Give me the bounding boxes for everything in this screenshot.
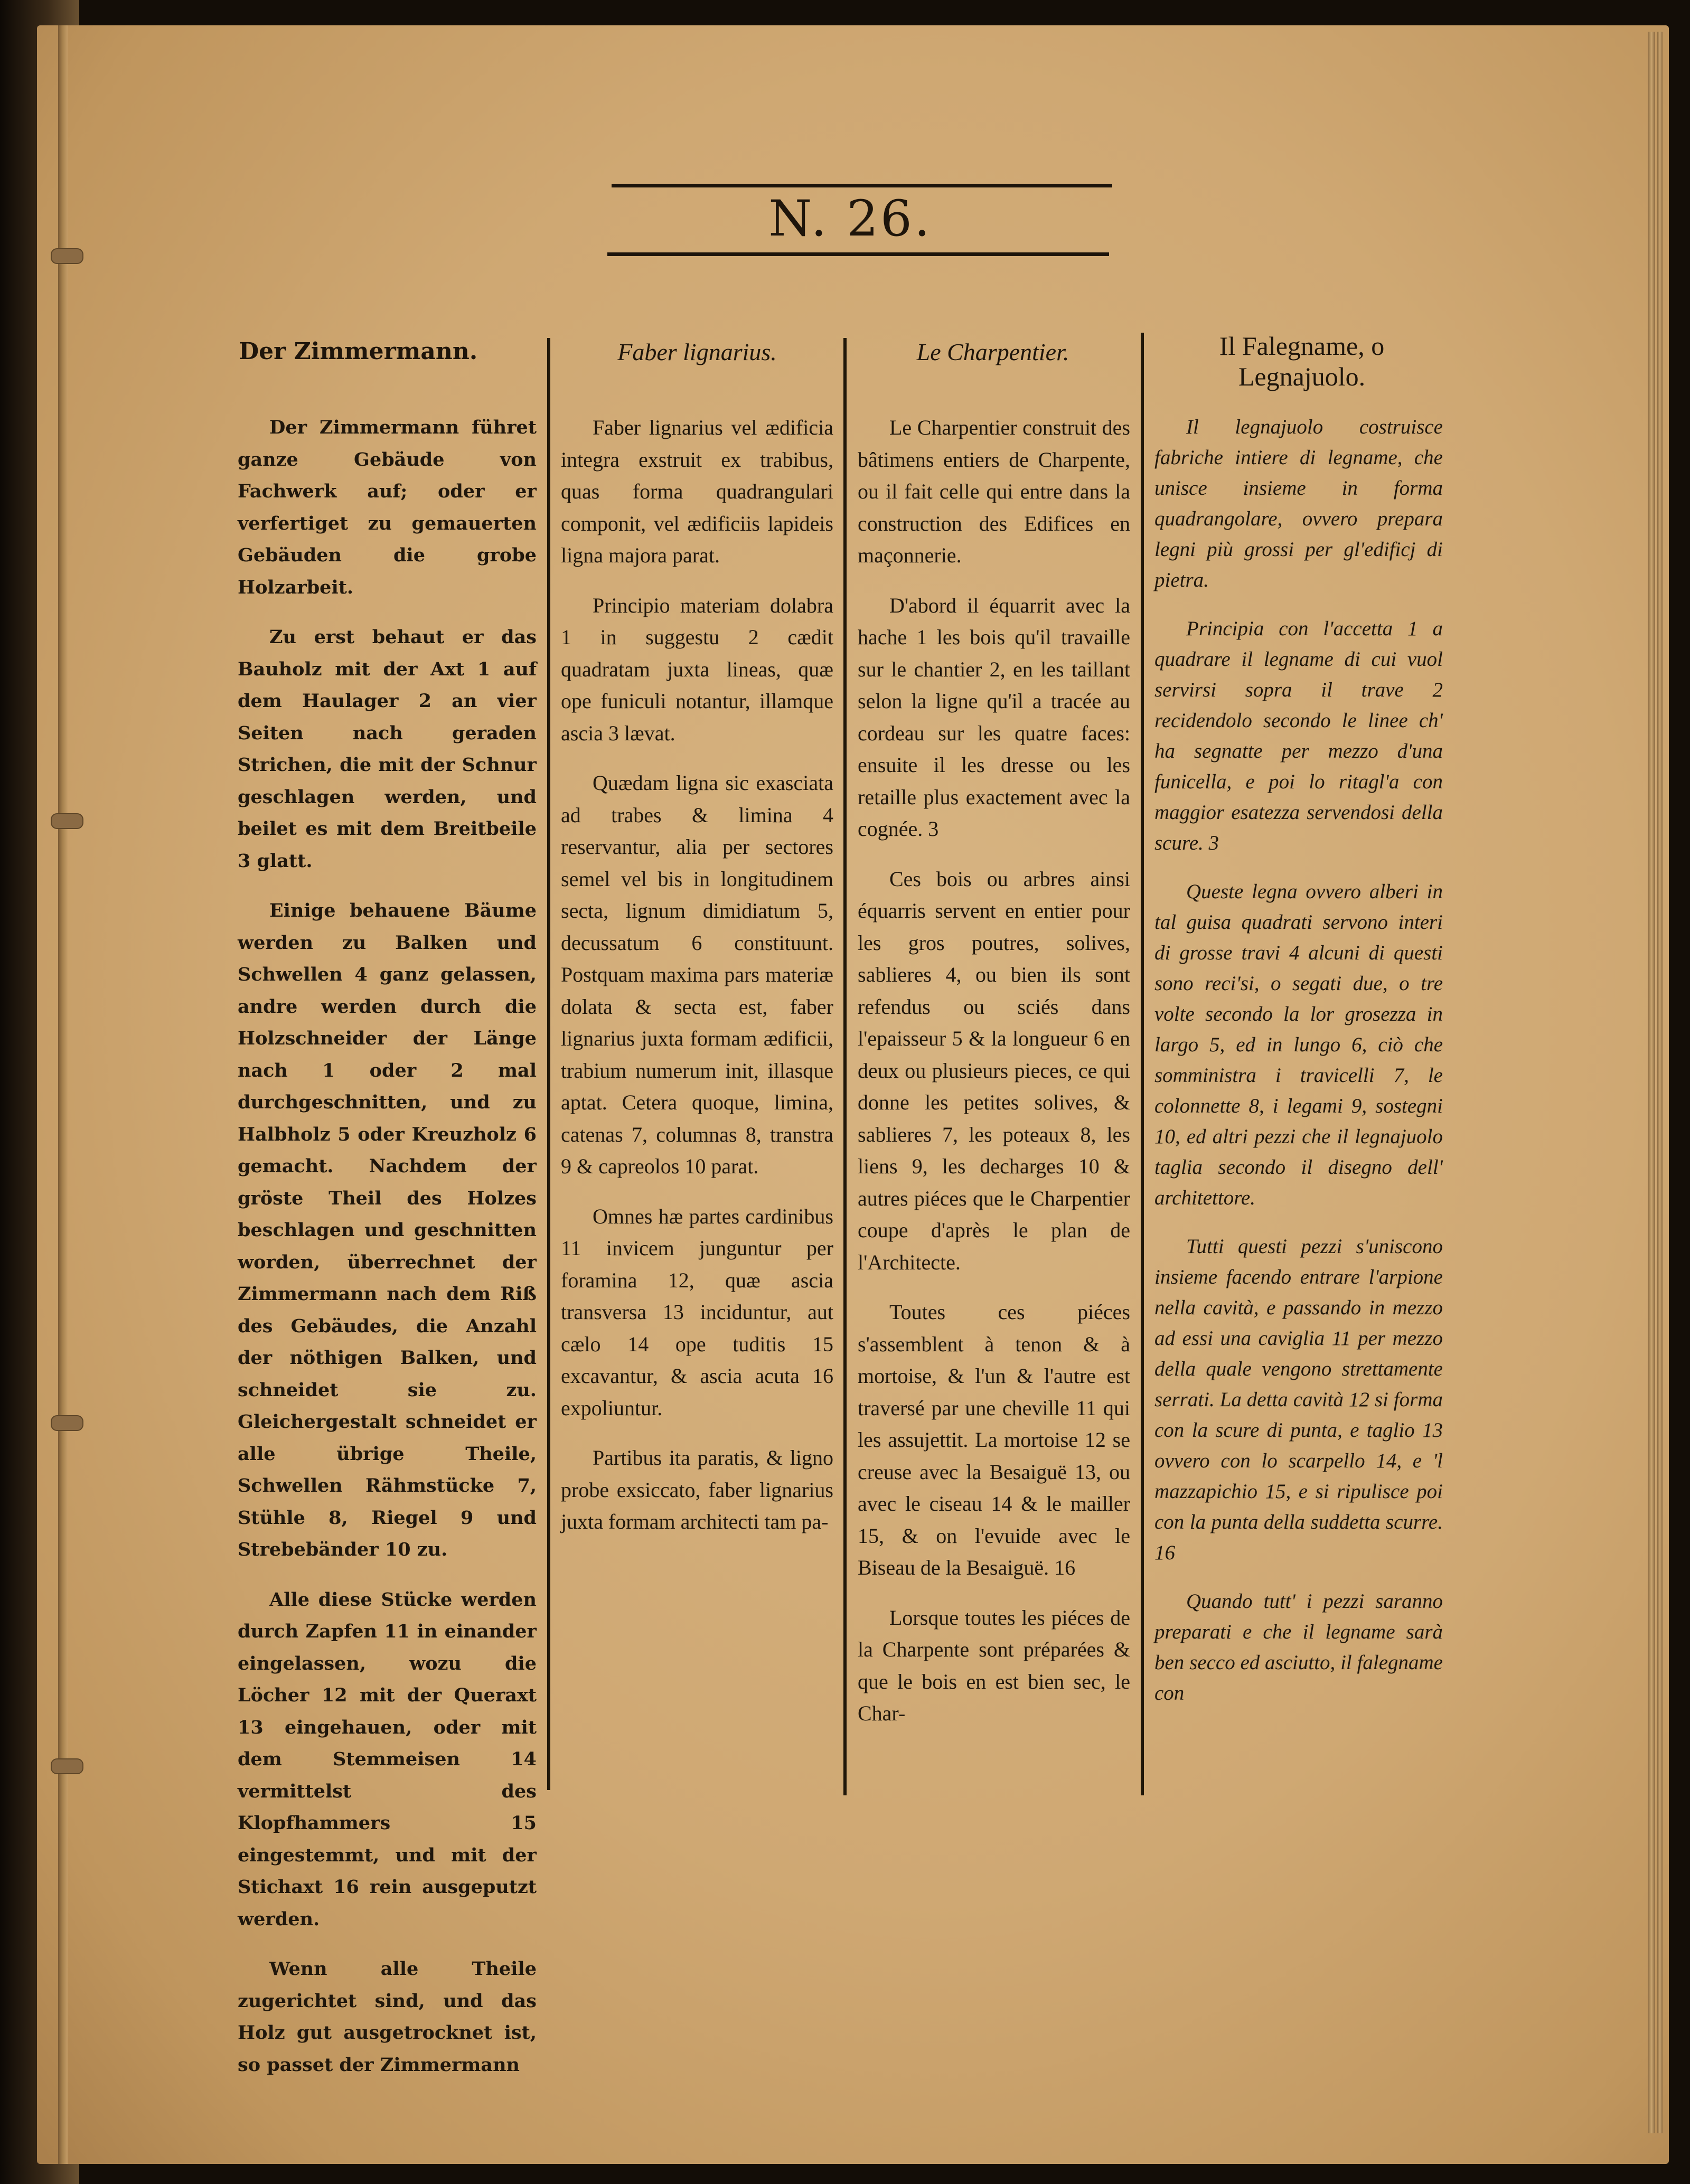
column-divider <box>1141 333 1144 1795</box>
binding-stitch <box>51 813 83 829</box>
binding-stitch <box>51 1758 83 1774</box>
paragraph: Le Charpentier construit des bâtimens entiers de Charpente, ou il fait celle qui entre dans la construction des Edifices en maçonnerie. <box>858 416 1130 567</box>
paragraph: Quando tutt' i pezzi saranno preparati e che il legname sarà ben secco ed asciutto, il falegname con <box>1154 1590 1443 1705</box>
paragraph: Ces bois ou arbres ainsi équarris servent en entier pour les gros poutres, solives, sablieres 4, ou bien ils sont refendus ou sciés dans l'epaisseur 5 & la longueur 6 en deux ou plusieurs pieces, ce qui donne les petites solives, & sablieres 7, les poteaux 8, les liens 9, les decharges 10 & autres piéces que le Charpentier coupe d'après le plan de l'Architecte. <box>858 867 1130 1274</box>
paragraph: D'abord il équarrit avec la hache 1 les bois qu'il travaille sur le chantier 2, en les taillant selon la ligne qu'il a tracée au cordeau sur les quatre faces: ensuite il les dresse ou les retaille plus exactement avec la cognée. 3 <box>858 593 1130 841</box>
paragraph: Einige behauene Bäume werden zu Balken und Schwellen 4 ganz gelassen, andre werden durch die Holzschneider der Länge nach 1 oder 2 mal durchgeschnitten, und zu Halbholz 5 oder Kreuzholz 6 gemacht. Nachdem der gröste Theil des Holzes beschlagen und geschnitten worden, überrechnet der Zimmermann nach dem Riß des Gebäudes, die Anzahl der nöthigen Balken, und schneidet sie zu. Gleichergestalt schneidet er alle übrige Theile, Schwellen Rähmstücke 7, Stühle 8, Riegel 9 und Strebebänder 10 zu. <box>238 900 537 1560</box>
paragraph: Faber lignarius vel ædificia integra exstruit ex trabibus, quas forma quadrangulari componit, vel ædificiis lapideis ligna majora parat. <box>561 416 833 567</box>
heading-italian: Il Falegname, o Legnajuolo. <box>1219 331 1385 391</box>
column-divider <box>843 338 847 1795</box>
paragraph: Wenn alle Theile zugerichtet sind, und das Holz gut ausgetrocknet ist, so passet der Zimmermann <box>238 1958 537 2076</box>
paragraph: Principia con l'accetta 1 a quadrare il legname di cui vuol servirsi sopra il trave 2 recidendolo secondo le linee ch' ha segnatte per mezzo d'una funicella, e poi lo ritagl'a con maggior esatezza servendosi della scure. 3 <box>1154 617 1443 854</box>
paragraph: Alle diese Stücke werden durch Zapfen 11 in einander eingelassen, wozu die Löcher 12 mit der Queraxt 13 eingehauen, oder mit dem Stemmeisen 14 vermittelst des Klopfhammers 15 eingestemmt, und mit der Stichaxt 16 rein ausgeputzt werden. <box>238 1588 537 1930</box>
heading-german: Der Zimmermann. <box>239 338 478 365</box>
column-latin <box>561 412 833 1556</box>
heading-french: Le Charpentier. <box>916 338 1069 365</box>
paragraph: Omnes hæ partes cardinibus 11 invicem junguntur per foramina 12, quæ ascia transversa 13 inciduntur, aut cælo 14 ope tuditis 15 excavantur, & ascia acuta 16 expoliuntur. <box>561 1204 833 1420</box>
paragraph: Queste legna ovvero alberi in tal guisa quadrati servono interi di grosse travi 4 alcuni di questi sono reci'si, o segati due, o tre volte secondo la lor grosezza in largo 5, ed in lungo 6, ciò che somministra i travicelli 7, le colonnette 8, i legami 9, sostegni 10, ed altri pezzi che il legnajuolo taglia secondo il disegno dell' architettore. <box>1154 880 1443 1209</box>
page-edge <box>1657 32 1663 2133</box>
paragraph: Tutti questi pezzi s'uniscono insieme facendo entrare l'arpione nella cavità, e passando in mezzo ad essi una caviglia 11 per mezzo della quale vengono strettamente serrati. La detta cavità 12 si forma con la scure di punta, e taglio 13 ovvero con lo scarpello 14, e 'l mazzapichio 15, e si ripulisce poi con la punta della suddetta scurre. 16 <box>1154 1235 1443 1564</box>
column-french <box>858 412 1130 1748</box>
heading-latin: Faber lignarius. <box>617 338 777 365</box>
binding-stitch <box>51 248 83 264</box>
page-number: N. 26. <box>768 190 932 248</box>
paragraph: Partibus ita paratis, & ligno probe exsiccato, faber lignarius juxta formam architecti tam pa- <box>561 1446 833 1533</box>
column-german <box>238 412 537 2099</box>
paragraph: Quædam ligna sic exasciata ad trabes & limina 4 reservantur, alia per sectores semel vel bis in longitudinem secta, lignum dimidiatum 5, decussatum 6 constituunt. Postquam maxima pars materiæ dolata & secta est, faber lignarius juxta formam ædificii, trabium numerum init, illasque aptat. Cetera quoque, limina, catenas 7, columnas 8, transtra 9 & capreolos 10 parat. <box>561 771 833 1178</box>
paragraph: Zu erst behaut er das Bauholz mit der Axt 1 auf dem Haulager 2 an vier Seiten nach geraden Strichen, die mit der Schnur geschlagen werden, und beilet es mit dem Breitbeile 3 glatt. <box>238 626 537 872</box>
paragraph: Lorsque toutes les piéces de la Charpente sont préparées & que le bois en est bien sec, le Char- <box>858 1605 1130 1725</box>
paragraph: Principio materiam dolabra 1 in suggestu 2 cædit quadratam juxta lineas, quæ ope funiculi notantur, illamque ascia 3 lævat. <box>561 593 833 745</box>
header-rule-bottom <box>607 252 1109 256</box>
column-divider <box>547 338 550 1790</box>
binding-spine <box>58 25 68 2164</box>
paragraph: Toutes ces piéces s'assemblent à tenon & à mortoise, & l'un & l'autre est traversé par une cheville 11 qui les assujettit. La mortoise 12 se creuse avec la Besaiguë 13, ou avec le ciseau 14 & le mailler 15, & on l'evuide avec le Biseau de la Besaiguë. 16 <box>858 1300 1130 1579</box>
page-edge <box>1648 32 1655 2133</box>
header-rule-top <box>612 184 1112 187</box>
paragraph: Der Zimmermann führet ganze Gebäude von Fachwerk auf; oder er verfertiget zu gemauerten Gebäuden die grobe Holzarbeit. <box>238 417 537 598</box>
binding-stitch <box>51 1415 83 1431</box>
column-italian <box>1154 412 1443 1727</box>
paragraph: Il legnajuolo costruisce fabriche intiere di legname, che unisce insieme in forma quadrangolare, ovvero prepara legni più grossi per gl'edificj di pietra. <box>1154 416 1443 591</box>
